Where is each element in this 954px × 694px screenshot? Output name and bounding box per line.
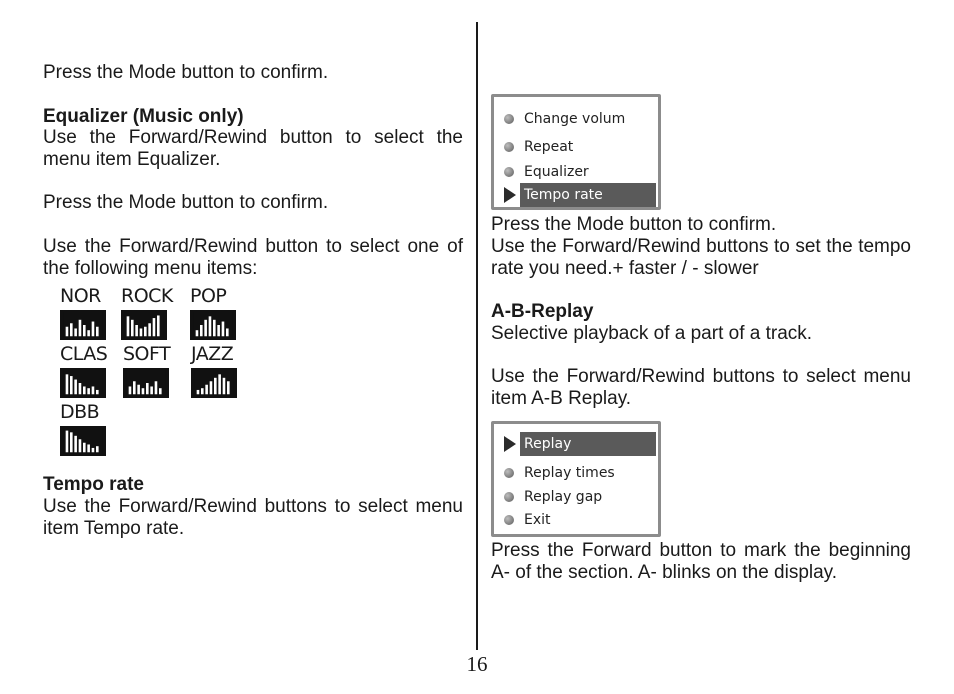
lcd-item-label: Replay xyxy=(520,432,656,456)
lcd-menu-settings xyxy=(491,94,661,210)
page-number: 16 xyxy=(466,652,488,676)
lcd-item-label: Replay gap xyxy=(524,489,603,505)
eq-nor-icon xyxy=(60,310,106,340)
bullet-dot-icon xyxy=(504,114,514,124)
instruction-mode-confirm-3: Press the Mode button to confirm. xyxy=(491,214,777,235)
eq-pop-icon xyxy=(190,310,236,340)
selection-arrow-icon xyxy=(504,187,516,203)
equalizer-instruction: Use the Forward/Rewind button to select the menu item Equalizer. xyxy=(43,127,463,170)
eq-label-jazz: JAZZ xyxy=(191,343,234,365)
lcd-item-label: Repeat xyxy=(524,139,574,155)
eq-label-pop: POP xyxy=(190,285,227,307)
ab-replay-description: Selective playback of a part of a track. xyxy=(491,323,813,344)
column-divider xyxy=(476,22,478,650)
instruction-mode-confirm: Press the Mode button to confirm. xyxy=(43,62,329,83)
ab-replay-heading: A-B-Replay xyxy=(491,301,594,322)
tempo-rate-heading: Tempo rate xyxy=(43,474,145,495)
eq-preset-clas xyxy=(60,344,107,364)
lcd-item-tempo-rate-selected xyxy=(498,183,658,207)
lcd-item-replay-selected xyxy=(498,432,658,456)
eq-label-clas: CLAS xyxy=(60,343,108,365)
eq-preset-soft xyxy=(123,344,170,364)
lcd-item-label: Replay times xyxy=(524,465,615,481)
eq-soft-icon xyxy=(123,368,169,398)
eq-rock-icon xyxy=(121,310,167,340)
lcd-item-label: Exit xyxy=(524,512,551,528)
lcd-item-replay-times xyxy=(498,461,658,485)
bullet-dot-icon xyxy=(504,142,514,152)
bullet-dot-icon xyxy=(504,492,514,502)
eq-preset-pop xyxy=(190,286,226,306)
lcd-item-equalizer xyxy=(498,160,658,184)
lcd-item-exit xyxy=(498,508,658,532)
eq-label-nor: NOR xyxy=(60,285,101,307)
bullet-dot-icon xyxy=(504,468,514,478)
equalizer-heading: Equalizer (Music only) xyxy=(43,106,244,127)
eq-clas-icon xyxy=(60,368,106,398)
tempo-set-instruction: Use the Forward/Rewind buttons to set the tempo rate you need.+ faster / - slower xyxy=(491,236,911,279)
bullet-dot-icon xyxy=(504,515,514,525)
eq-jazz-icon xyxy=(191,368,237,398)
ab-mark-instruction: Press the Forward button to mark the beginning A- of the section. A- blinks on the display. xyxy=(491,540,911,583)
bullet-dot-icon xyxy=(504,167,514,177)
lcd-menu-replay xyxy=(491,421,661,537)
ab-replay-select-instruction: Use the Forward/Rewind buttons to select menu item A-B Replay. xyxy=(491,366,911,409)
eq-label-dbb: DBB xyxy=(60,401,100,423)
instruction-mode-confirm-2: Press the Mode button to confirm. xyxy=(43,192,329,213)
lcd-item-label: Change volum xyxy=(524,111,626,127)
eq-preset-jazz xyxy=(191,344,233,364)
equalizer-select-instruction: Use the Forward/Rewind button to select one of the following menu items: xyxy=(43,236,463,279)
eq-label-rock: ROCK xyxy=(121,285,173,307)
lcd-item-repeat xyxy=(498,135,658,159)
selection-arrow-icon xyxy=(504,436,516,452)
eq-preset-rock xyxy=(121,286,173,306)
lcd-item-change-volume xyxy=(498,107,658,131)
eq-preset-dbb xyxy=(60,402,99,422)
tempo-rate-instruction: Use the Forward/Rewind buttons to select menu item Tempo rate. xyxy=(43,496,463,539)
lcd-item-label: Equalizer xyxy=(524,164,589,180)
eq-preset-nor xyxy=(60,286,101,306)
lcd-item-replay-gap xyxy=(498,485,658,509)
eq-dbb-icon xyxy=(60,426,106,456)
lcd-item-label: Tempo rate xyxy=(520,183,656,207)
eq-label-soft: SOFT xyxy=(123,343,171,365)
